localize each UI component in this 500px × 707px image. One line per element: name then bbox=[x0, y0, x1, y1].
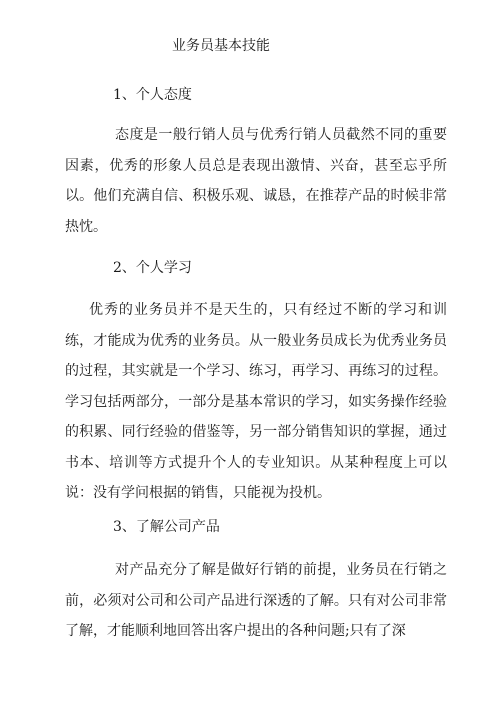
section-body-attitude: 态度是一般行销人员与优秀行销人员截然不同的重要因素，优秀的形象人员总是表现出激情、兴奋，甚至忘乎所以。他们充满自信、积极乐观、诚恳，在推荐产品的时候非常热忱。 bbox=[65, 127, 447, 235]
section-heading-attitude: 1、个人态度 bbox=[113, 87, 192, 103]
section-heading-product-knowledge: 3、了解公司产品 bbox=[113, 519, 220, 535]
section-body-product-knowledge: 对产品充分了解是做好行销的前提，业务员在行销之前，必须对公司和公司产品进行深透的了解。只有对公司非常了解，才能顺利地回答出客户提出的各种问题;只有了深 bbox=[65, 562, 447, 639]
document-title: 业务员基本技能 bbox=[172, 38, 270, 54]
section-heading-learning: 2、个人学习 bbox=[113, 260, 192, 276]
section-body-learning: 优秀的业务员并不是天生的，只有经过不断的学习和训练，才能成为优秀的业务员。从一般业务员成长为优秀业务员的过程，其实就是一个学习、练习，再学习、再练习的过程。学习包括两部分，一部分是基本常识的学习，如实务操作经验的积累、同行经验的借鉴等，另一部分销售知识的掌握，通过书本、培训等方式提升个人的专业知识。从某种程度上可以说：没有学问根据的销售，只能视为投机。 bbox=[65, 302, 447, 501]
